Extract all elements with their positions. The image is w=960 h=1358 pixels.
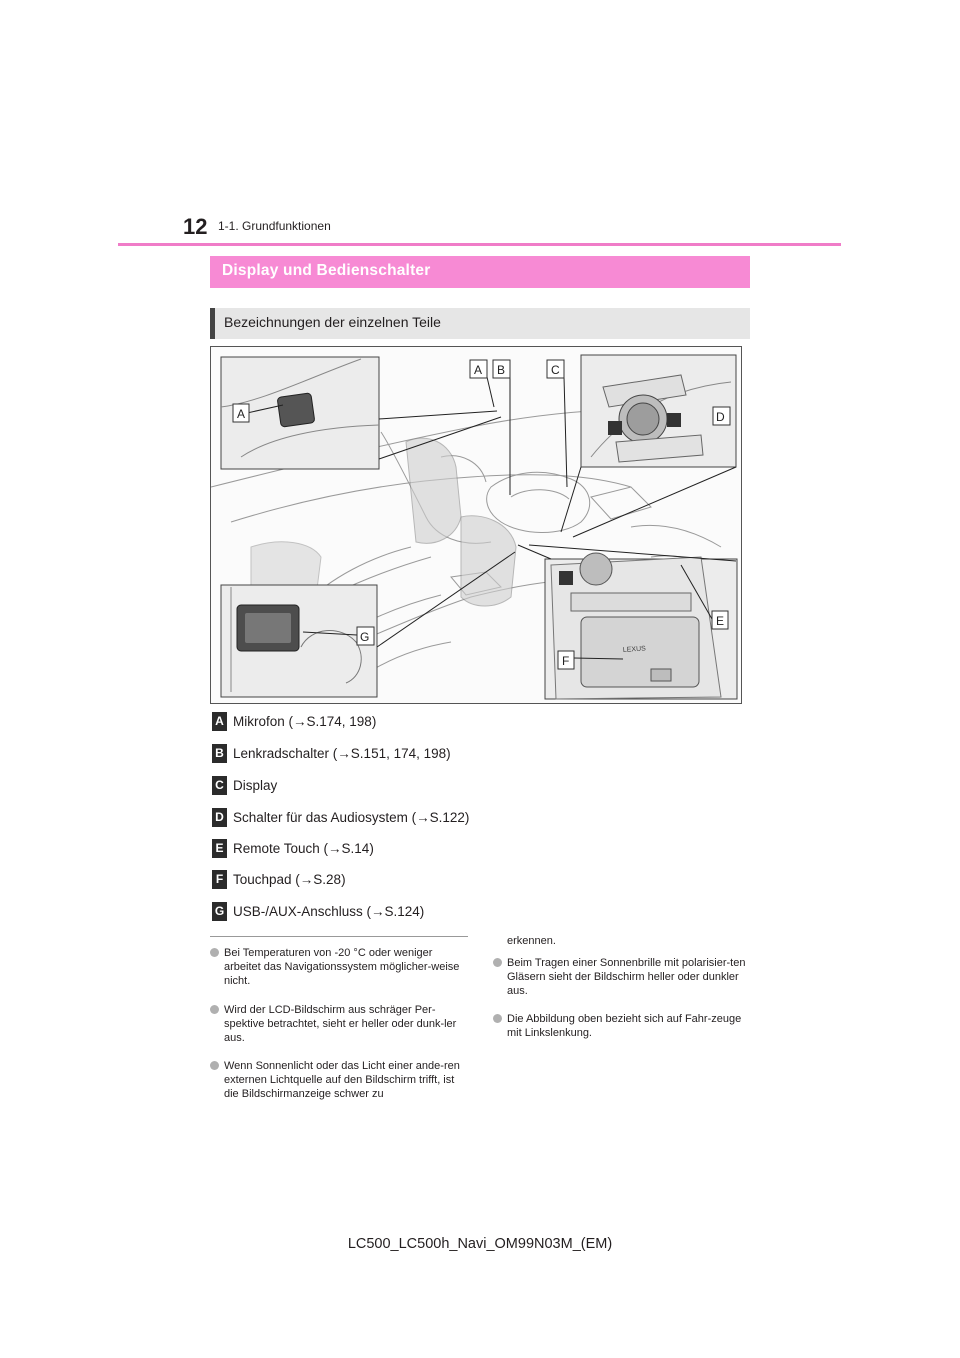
legend-item-b	[212, 742, 451, 764]
callout-a	[470, 360, 487, 378]
legend-item-c	[212, 774, 277, 796]
legend-badge: F	[212, 870, 227, 889]
callout-label: D	[716, 410, 725, 424]
section-heading: Display und Bedienschalter	[222, 262, 431, 279]
note-text: Wird der LCD-Bildschirm aus schräger Per-spektive betrachtet, sieht er heller oder dunk-ler aus.	[224, 1004, 457, 1044]
legend-badge: G	[212, 902, 227, 921]
legend-badge: A	[212, 712, 227, 731]
callout-label: E	[716, 614, 725, 628]
callout-a-inset	[233, 404, 249, 422]
legend-badge: D	[212, 808, 227, 827]
note-text: Die Abbildung oben bezieht sich auf Fahr-zeuge mit Linkslenkung.	[507, 1013, 742, 1039]
notes-divider	[210, 936, 468, 937]
section-title: 1-1. Grundfunktionen	[218, 219, 331, 233]
legend-item-a	[212, 710, 376, 732]
bullet-icon	[210, 948, 219, 957]
section-heading-bar	[210, 256, 750, 288]
legend-item-f	[212, 868, 346, 890]
callout-label: G	[360, 630, 370, 644]
legend-text: USB-/AUX-Anschluss (→S.124)	[233, 903, 425, 919]
subheading-accent	[210, 308, 215, 339]
note-text: Bei Temperaturen von -20 °C oder weniger arbeitet das Navigationssystem möglicher-weise nicht.	[224, 947, 460, 987]
bullet-icon	[210, 1061, 219, 1070]
legend-item-g	[212, 900, 424, 922]
note-text: Beim Tragen einer Sonnenbrille mit polarisier-ten Gläsern sieht der Bildschirm heller oder dunkler aus.	[507, 957, 746, 997]
legend-text: Lenkradschalter (→S.151, 174, 198)	[233, 745, 451, 761]
legend-item-d	[212, 806, 469, 828]
callout-c	[547, 360, 564, 378]
callout-label: C	[551, 363, 560, 377]
note-item	[507, 1012, 752, 1040]
legend-text: Touchpad (→S.28)	[233, 871, 346, 887]
callout-g	[357, 627, 374, 645]
callout-e	[712, 611, 728, 629]
note-item	[224, 1003, 469, 1045]
legend-text: Schalter für das Audiosystem (→S.122)	[233, 809, 470, 825]
subheading-bar	[210, 308, 750, 339]
bullet-icon	[493, 958, 502, 967]
cockpit-svg	[211, 347, 741, 703]
note-continuation: erkennen.	[507, 935, 556, 947]
callout-d	[713, 407, 730, 425]
callout-label: A	[474, 363, 483, 377]
callout-b	[493, 360, 510, 378]
bullet-icon	[493, 1014, 502, 1023]
legend-badge: C	[212, 776, 227, 795]
subheading: Bezeichnungen der einzelnen Teile	[224, 314, 441, 330]
note-item	[507, 956, 752, 998]
legend-badge: E	[212, 839, 227, 858]
cockpit-illustration	[210, 346, 742, 704]
touchpad-logo: LEXUS	[622, 645, 647, 654]
note-text: Wenn Sonnenlicht oder das Licht einer ande-ren externen Lichtquelle auf den Bildschirm trifft, ist die Bildschirmanzeige schwer zu	[224, 1060, 460, 1100]
document-footer: LC500_LC500h_Navi_OM99N03M_(EM)	[347, 1236, 613, 1252]
legend-text: Display	[233, 777, 278, 793]
legend-text: Mikrofon (→S.174, 198)	[233, 713, 377, 729]
bullet-icon	[210, 1005, 219, 1014]
legend-text: Remote Touch (→S.14)	[233, 840, 374, 856]
note-item	[224, 946, 469, 988]
header-divider	[118, 243, 841, 246]
callout-f	[558, 651, 574, 669]
legend-item-e	[212, 837, 374, 859]
legend-badge: B	[212, 744, 227, 763]
callout-label: A	[237, 407, 246, 421]
callout-label: B	[497, 363, 506, 377]
page-number: 12	[183, 214, 208, 239]
callout-label: F	[562, 654, 570, 668]
note-item	[224, 1059, 469, 1101]
